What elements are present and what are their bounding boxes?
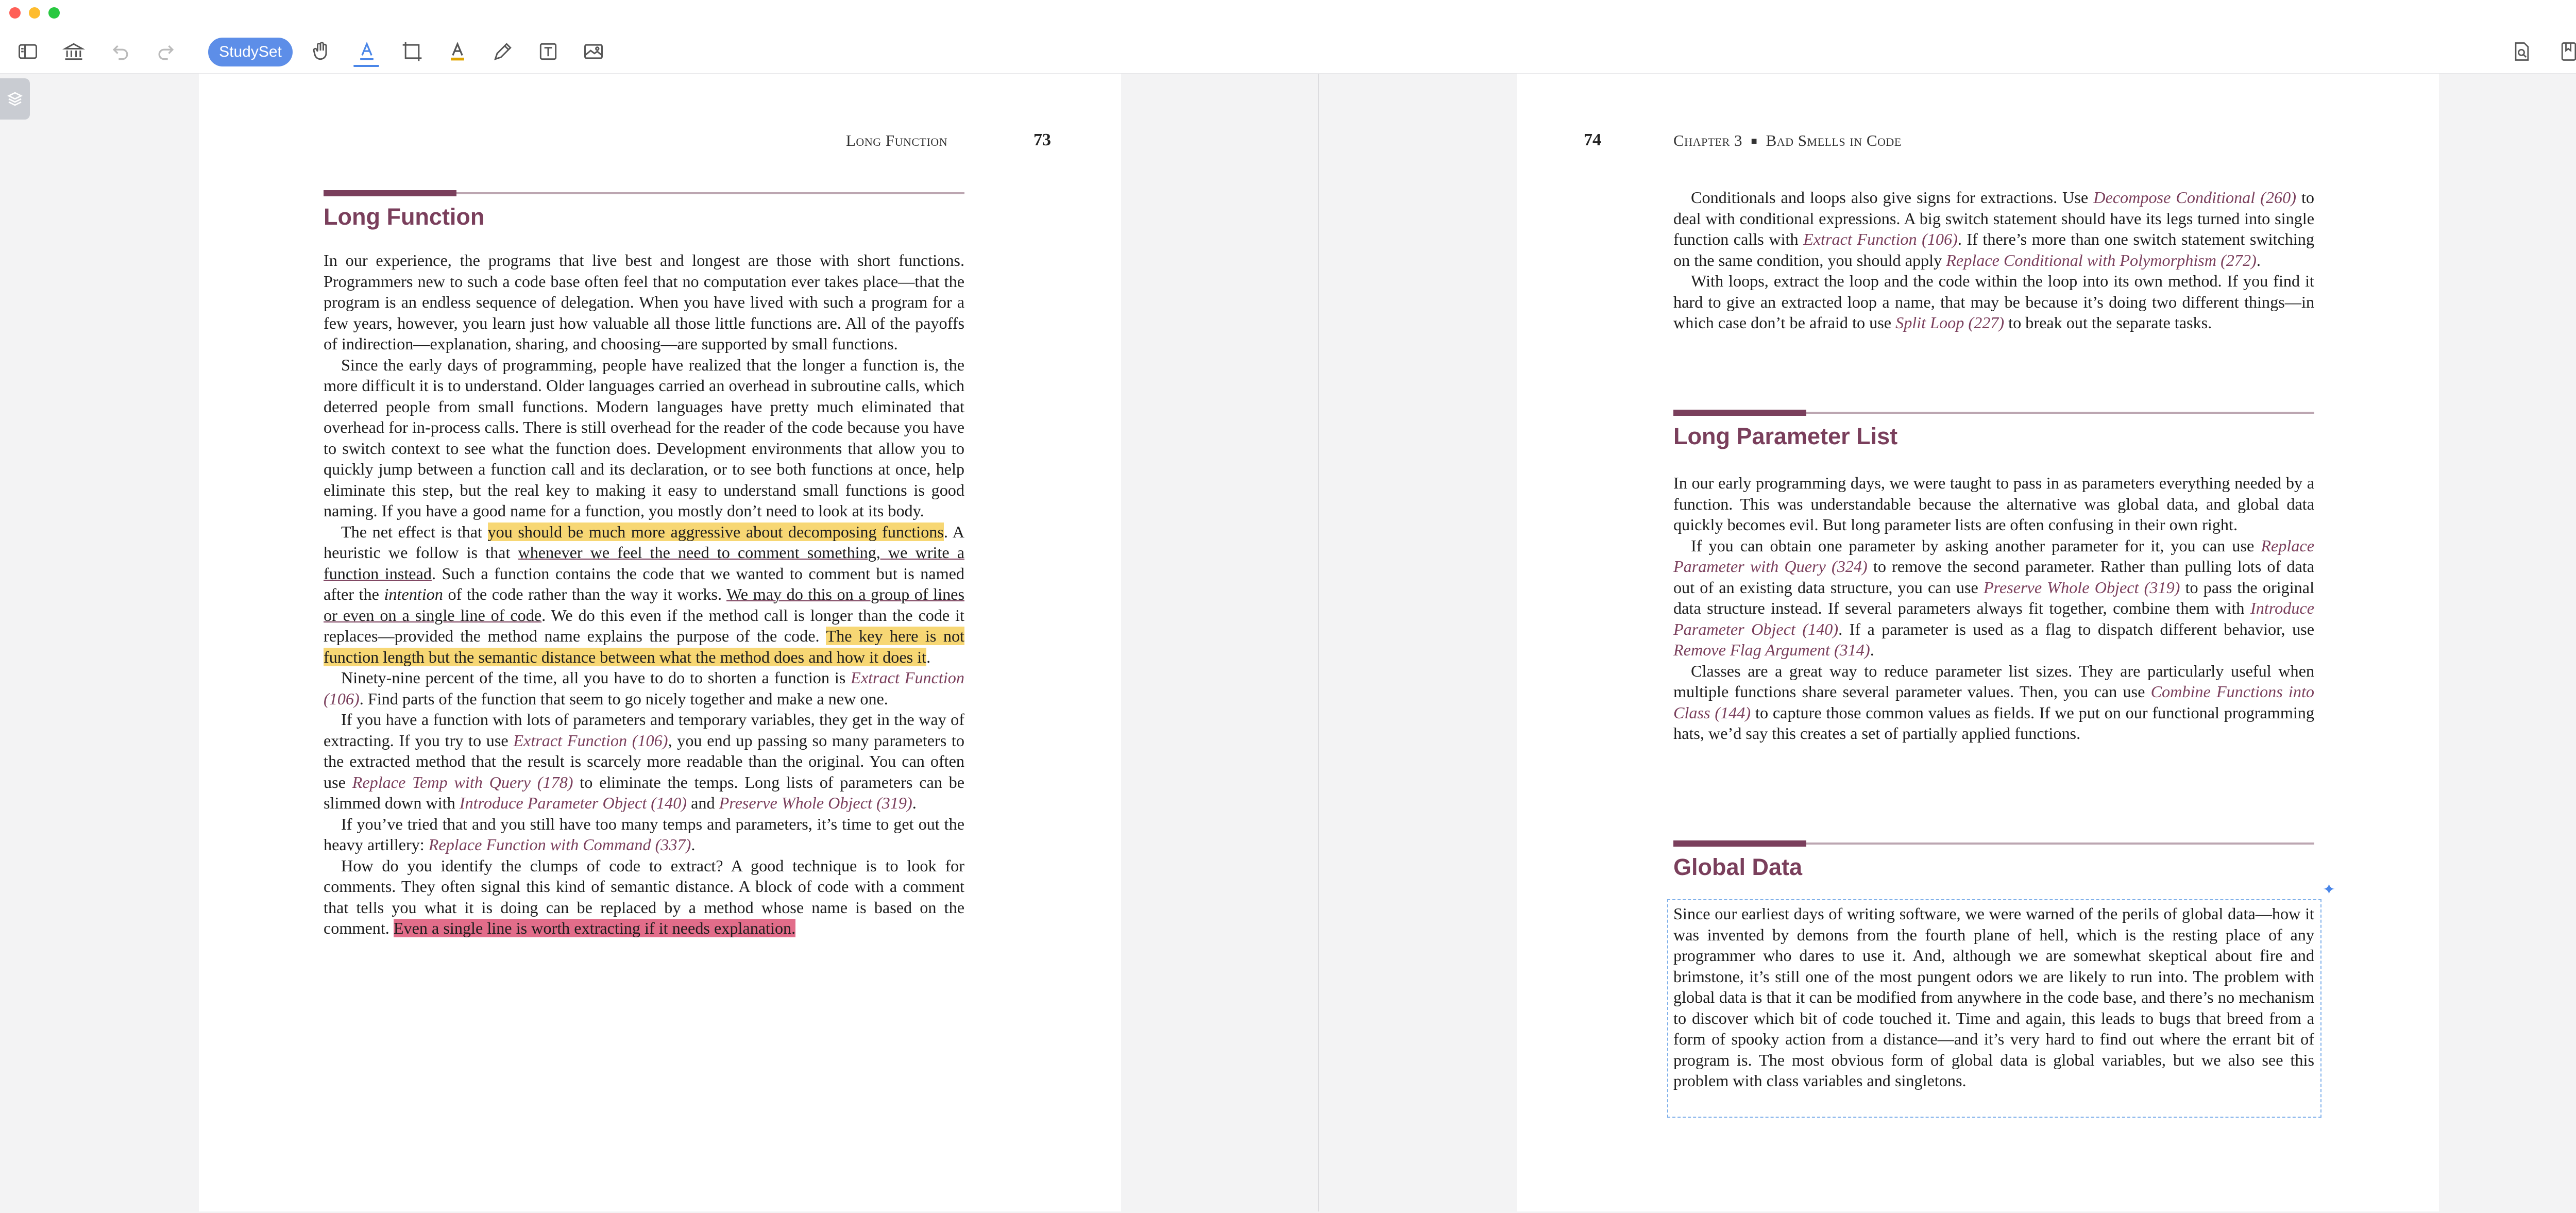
paragraph: The net effect is that you should be much more aggressive about decomposing functions. A heuristic we follow is that whenever we feel the need to comment something, we write a function instead. Such a function contains the code that we wanted to comment but is named after the intention of the code rather than the way it works. We may do this on a group of lines or even on a single line of code. We do this even if the method call is longer than the code it replaces—provided the method name explains the purpose of the code. The key here is not function length but the semantic distance between what the method does and how it does it. [324,522,965,666]
underline-annotation[interactable]: We may do this on a group of lines or even on a single line of code [324,585,964,625]
running-head: Chapter 3 ■ Bad Smells in Code [1673,131,1902,149]
paragraph: If you have a function with lots of parameters and temporary variables, they get in the way of extracting. If you try to use Extract Function (106), you end up passing so many parameters to the extracted method that the result is scarcely more readable than the original. You can often use Replace Temp with Query (178) to eliminate the temps. Long lists of parameters can be slimmed down with Introduce Parameter Object (140) and Preserve Whole Object (319). [324,710,965,812]
paragraph: In our early programming days, we were taught to pass in as parameters everything needed by a function. This was understandable because the alternative was global data, and global data quickly becomes evil. But long parameter lists are often confusing in their own right. [1673,474,2314,534]
refactoring-link[interactable]: Extract Function (106) [1803,230,1958,248]
refactoring-link[interactable]: Replace Temp with Query (178) [352,772,573,791]
refactoring-link[interactable]: Replace Parameter with Query (324) [1673,536,2314,576]
refactoring-link[interactable]: Remove Flag Argument (314) [1673,641,1870,659]
section-title: Long Parameter List [1673,423,1898,449]
body-text [1673,473,2314,744]
paragraph: Ninety-nine percent of the time, all you have to do to shorten a function is Extract Function (106). Find parts of the function that seem to go nicely together and make a new one. [324,668,964,708]
refactoring-link[interactable]: Replace Conditional with Polymorphism (272) [1946,250,2257,269]
paragraph: Classes are a great way to reduce parameter list sizes. They are particularly useful when multiple functions share several parameter values. Then, you can use Combine Functions into Class (144) to capture those common values as fields. If we put on our functional programming hats, we’d say this creates a set of partially applied functions. [1673,661,2315,743]
paragraph: Since the early days of programming, people have realized that the longer a function is, the more difficult it is to understand. Older languages carried an overhead in subroutine calls, which deterred people from small functions. Modern languages have pretty much eliminated that overhead for in-process calls. There is still overhead for the reader of the code because you have to switch context to see what the function does. Development environments that allow you to quickly jump between a function call and its declaration, or to see both functions at once, help eliminate this step, but the real key to making it easy to understand small functions is good naming. If you have a good name for a function, you mostly don’t need to look at its body. [324,355,964,520]
textbox-icon[interactable] [535,38,562,65]
refactoring-link[interactable]: Combine Functions into Class (144) [1673,682,2315,722]
undo-icon[interactable] [107,38,134,65]
hand-icon[interactable] [307,38,334,65]
refactoring-link[interactable]: Preserve Whole Object (319) [719,794,912,812]
paragraph: Since our earliest days of writing software, we were warned of the perils of global data—how it was invented by demons from the fourth plane of hell, which is the resting place of any programmer who dares to use it. And, although we are somewhat skeptical about fire and brimstone, it’s still one of the most pungent odors we are likely to run into. The problem with global data is that it can be modified from anywhere in the code base, and there’s no mechanism to discover which bit of code touched it. Time and again, this leads to bugs that breed from a form of spooky action from a distance—and it’s very hard to find out where the errant bit of program is. The most obvious form of global data is global variables, but we also see this problem with class variables and singletons. [1673,904,2314,1090]
body-text [324,250,964,939]
sidebar-toggle-icon[interactable] [14,38,41,65]
pink-highlight[interactable]: Even a single line is worth extracting if it needs explanation. [393,919,796,937]
text-color-icon[interactable] [444,38,471,65]
close-window-button[interactable] [9,7,21,19]
refactoring-link[interactable]: Replace Function with Command (337) [428,835,691,854]
refactoring-link[interactable]: Extract Function (106) [513,731,668,750]
paragraph: With loops, extract the loop and the code within the loop into its own method. If you find it hard to give an extracted loop a name, that may be because it’s doing two different things—in which case don’t be afraid to use Split Loop (227) to break out the separate tasks. [1673,272,2314,332]
underline-annotation[interactable]: whenever we feel the need to comment something, we write a function instead [324,543,964,583]
running-head: Long Function [846,131,948,149]
section-rule [1673,412,2314,414]
active-tool-indicator [353,65,379,67]
pen-icon[interactable] [489,38,516,65]
paragraph: If you’ve tried that and you still have too many temps and parameters, it’s time to get out the heavy artillery: Replace Function with Command (337). [324,814,964,854]
text-underline-icon[interactable] [353,38,380,65]
layers-icon [6,90,24,108]
app-toolbar [0,0,2576,74]
left-page [199,74,1121,1211]
refactoring-link[interactable]: Decompose Conditional (260) [2093,188,2296,207]
bookmark-icon[interactable] [2555,38,2576,65]
section-rule [1673,843,2314,845]
yellow-highlight[interactable]: you should be much more aggressive about decomposing functions [487,522,944,541]
refactoring-link[interactable]: Introduce Parameter Object (140) [1673,599,2314,638]
library-icon[interactable] [60,38,87,65]
refactoring-link[interactable]: Preserve Whole Object (319) [1983,578,2180,597]
redo-icon[interactable] [152,38,179,65]
layers-panel-tab[interactable] [0,78,30,120]
paragraph: In our experience, the programs that live best and longest are those with short functions. Programmers new to such a code base often feel that no computation ever takes place—that the program is an endless sequence of delegation. When you have lived with such a program for a few years, however, you learn just how valuable all those little functions are. All of the payoffs of indirection—explanation, sharing, and choosing—are supported by small functions. [324,251,964,353]
image-icon[interactable] [580,38,607,65]
sparkle-icon[interactable]: ✦ [2323,881,2336,899]
paragraph: Conditionals and loops also give signs for extractions. Use Decompose Conditional (260) to deal with conditional expressions. A big switch statement should have its legs turned into single function calls with Extract Function (106). If there’s more than one switch statement switching on the same condition, you should apply Replace Conditional with Polymorphism (272). [1673,188,2314,269]
section-title: Global Data [1673,854,1803,880]
section-title: Long Function [324,204,485,230]
paragraph: How do you identify the clumps of code to extract? A good technique is to look for comments. They often signal this kind of semantic distance. A block of code with a comment that tells you what it is doing can be replaced by a method whose name is based on the comment. Even a single line is worth extracting if it needs explanation. [324,856,964,937]
studyset-button[interactable]: StudySet [208,38,293,66]
paragraph: If you can obtain one parameter by asking another parameter for it, you can use Replace Parameter with Query (324) to remove the second parameter. Rather than pulling lots of data out of an existing data structure, you can use Preserve Whole Object (319) to pass the original data structure instead. If several parameters always fit together, combine them with Introduce Parameter Object (140). If a parameter is used as a flag to dispatch different behavior, use Remove Flag Argument (314). [1673,536,2315,659]
zoom-window-button[interactable] [48,7,60,19]
section-rule [324,192,964,194]
right-page [1517,74,2439,1211]
refactoring-link[interactable]: Split Loop (227) [1895,313,2005,332]
search-document-icon[interactable] [2508,38,2535,65]
minimize-window-button[interactable] [29,7,40,19]
page-divider [1318,74,1319,1211]
body-text [1673,187,2314,333]
yellow-highlight[interactable]: The key here is not function length but the semantic distance between what the method does and how it does it [324,627,964,666]
page-number: 73 [1033,130,1051,149]
page-number: 74 [1584,130,1601,149]
rectangle-select-icon[interactable] [399,38,426,65]
refactoring-link[interactable]: Extract Function (106) [324,668,964,708]
refactoring-link[interactable]: Introduce Parameter Object (140) [459,794,687,812]
body-text [1673,903,2314,1091]
